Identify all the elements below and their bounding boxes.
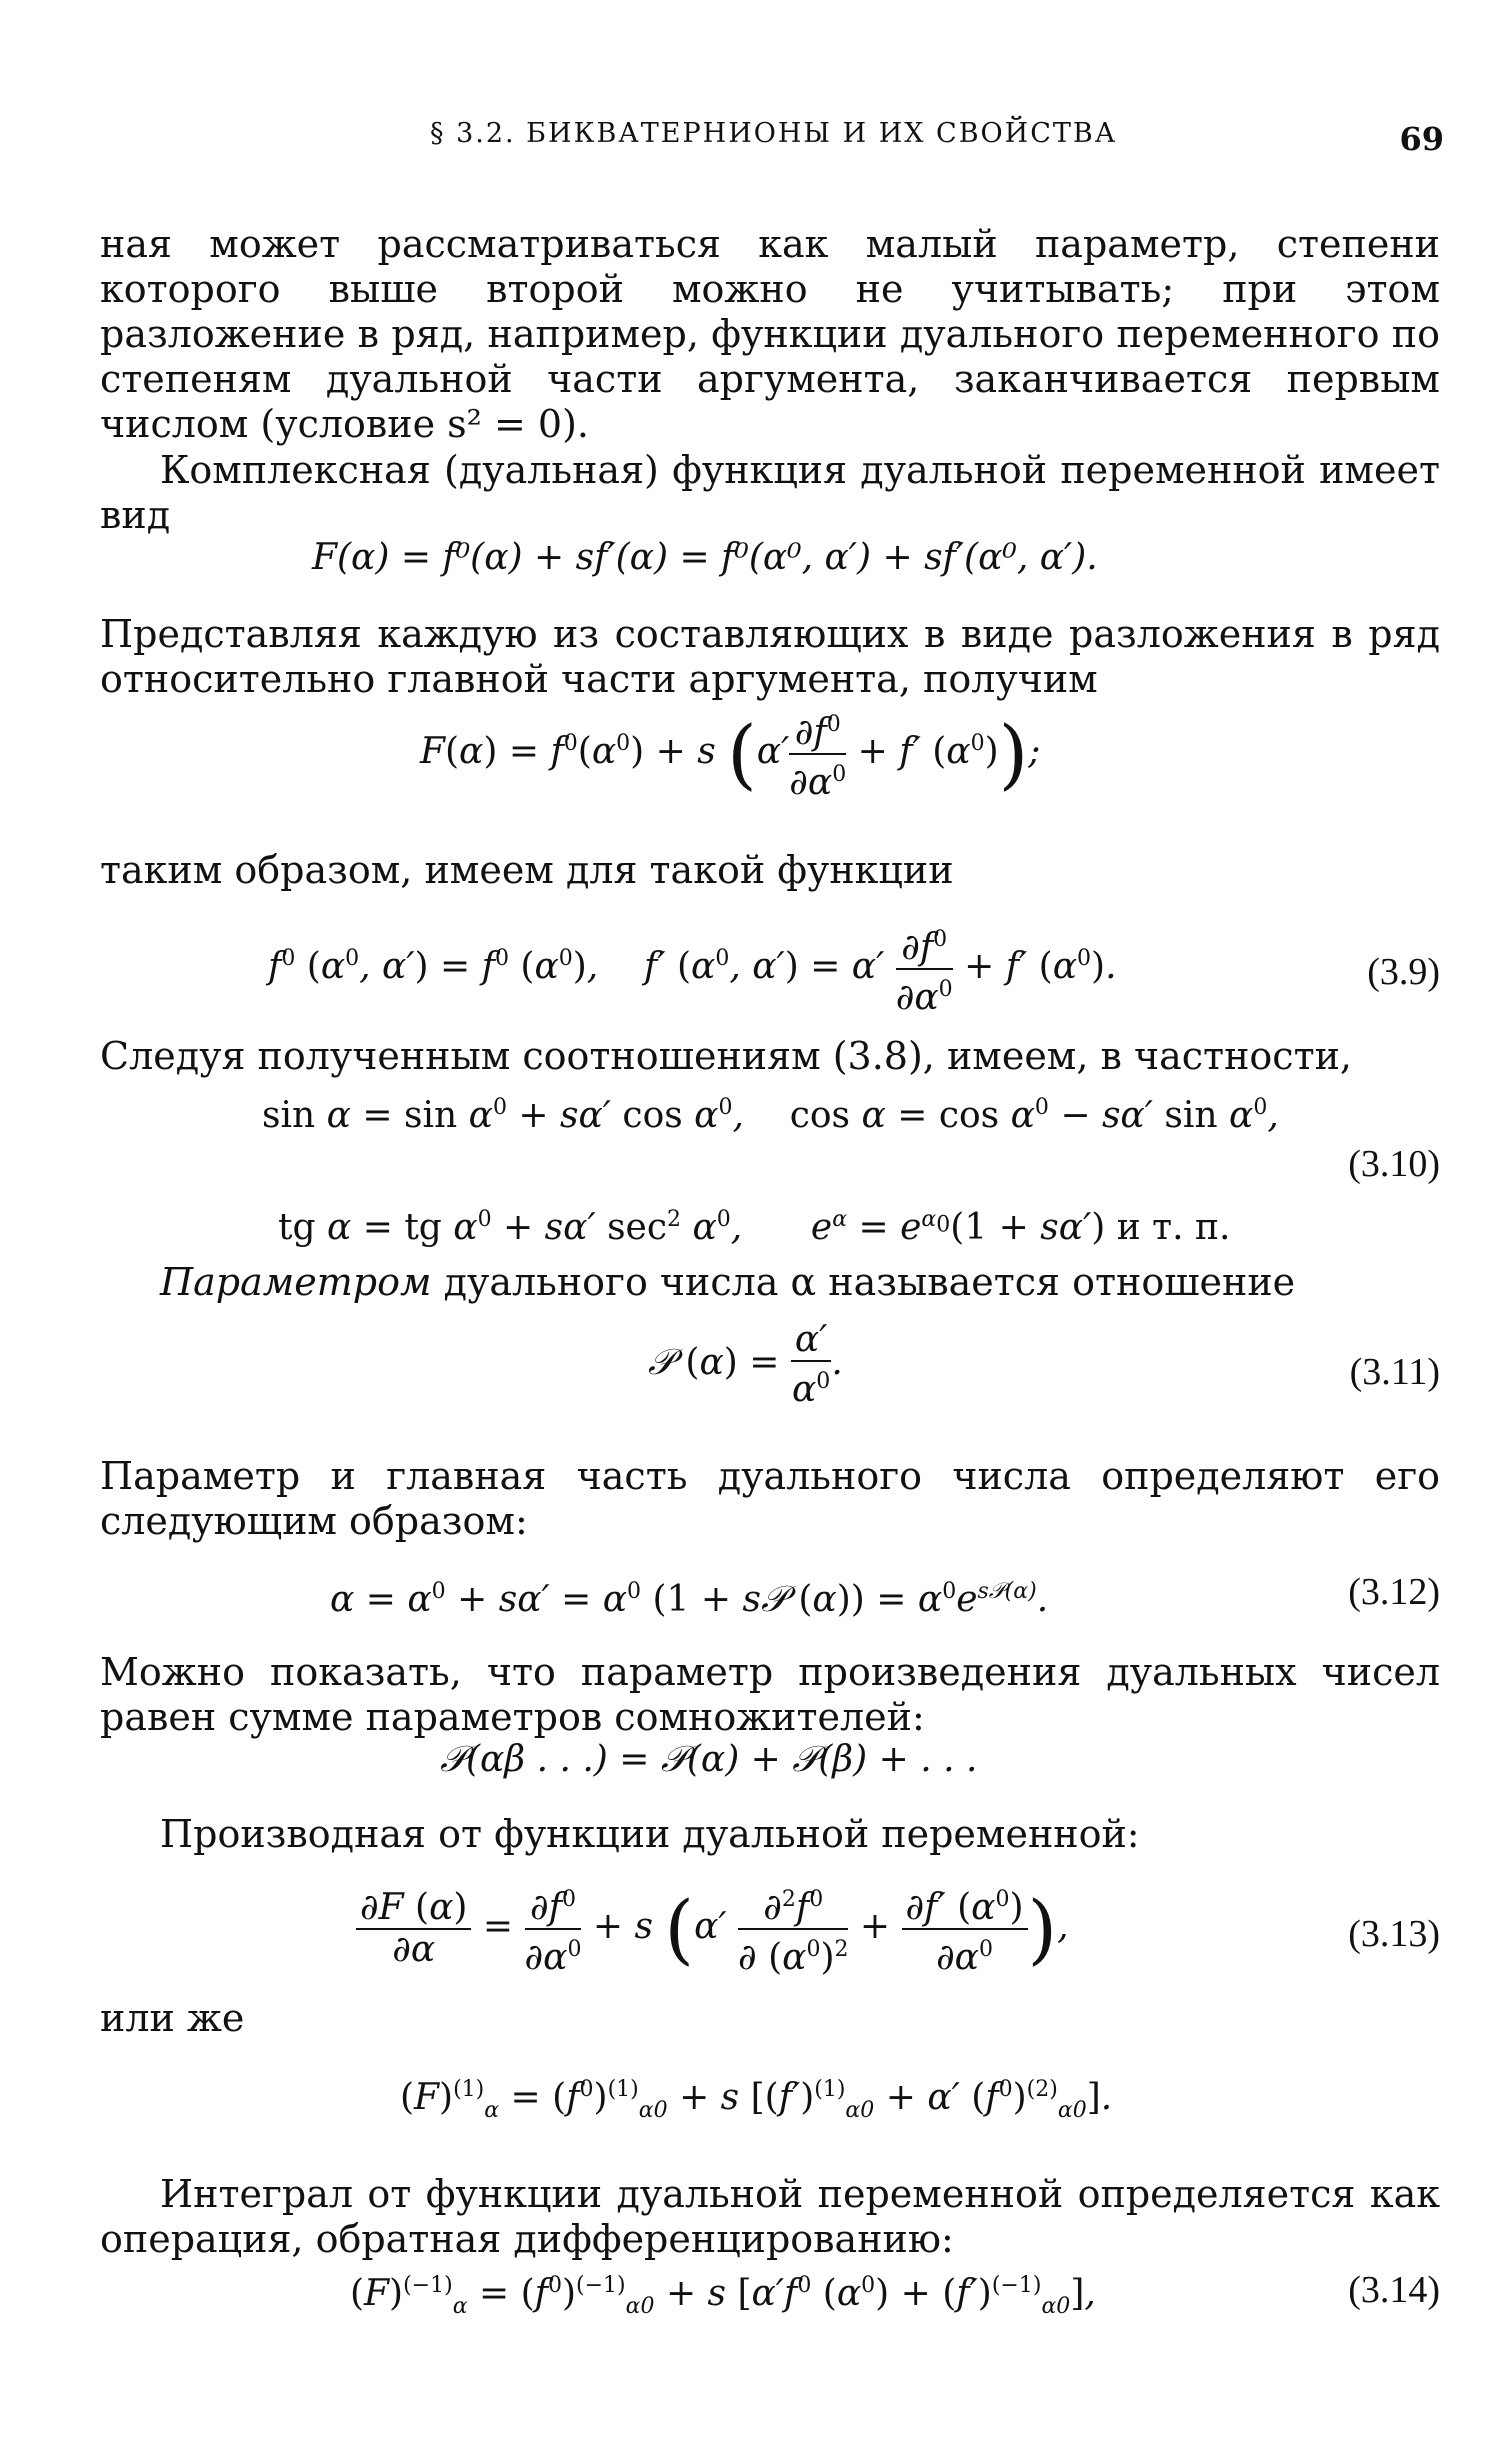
- equation-number-3-9: (3.9): [1367, 951, 1440, 993]
- paragraph-1: ная может рассматриваться как малый параметр, степени которого выше второй можно не учитывать; при этом разложение в ряд, например, функции дуального переменного по степеням дуальной части аргумента, заканчивается первым числом (условие s² = 0).: [100, 222, 1440, 446]
- equation-parameter-product: 𝒫(αβ . . .) = 𝒫(α) + 𝒫(β) + . . .: [440, 1739, 978, 1780]
- equation-derivative-alt: $(F)^{(1)}_\alpha = (f^0)^{(1)}_{\alpha 0} + s$ [$(f')^{(1)}_{\alpha 0} + \alpha'$ $(f^0)^{(2)}_{\alpha 0}$].: [400, 2077, 1113, 2124]
- paragraph-2: Комплексная (дуальная) функция дуальной переменной имеет вид: [100, 448, 1440, 537]
- equation-number-3-13: (3.13): [1348, 1913, 1440, 1955]
- running-title: § 3.2. БИКВАТЕРНИОНЫ И ИХ СВОЙСТВА: [430, 118, 1118, 149]
- equation-3-13: $\frac{\partial F (\alpha)}{\partial\alpha}$ = $\frac{\partial f^0}{\partial\alpha^0}$ + s (α′ $\frac{\partial^2f^0}{\partial (\alpha^0)^2}$ + $\frac{\partial f' (\alpha^0)}{\partial\alpha^0}$ ),: [356, 1880, 1069, 1978]
- equation-number-3-14: (3.14): [1348, 2269, 1440, 2311]
- paragraph-9: Производная от функции дуальной переменной:: [160, 1812, 1140, 1856]
- equation-expansion: $F(\alpha) = f^0(\alpha^0) + s$ (α′ $\frac{\partial f^0}{\partial\alpha^0}$ + f′ $(\alpha^0)$);: [420, 705, 1040, 803]
- paragraph-5: Следуя полученным соотношениям (3.8), имеем, в частности,: [100, 1034, 1352, 1078]
- page-header: [0, 118, 1512, 158]
- equation-3-9: $f^0$ ($\alpha^0$, $\alpha') = f^0$ $(\alpha^0)$, f′ ($\alpha^0$, α′) = α′ $\frac{\partial f^0}{\partial\alpha^0}$ + f′ $(\alpha^0)$.: [268, 920, 1117, 1018]
- paragraph-6: [100, 1260, 1440, 1305]
- equation-3-10-line-2: tg α = tg $\alpha^0 + s\alpha'$ $\sec^2 \alpha^0$, $e^\alpha = e^{\alpha_0}(1 + s\alpha')$ и т. п.: [278, 1207, 1231, 1248]
- paragraph-3: Представляя каждую из составляющих в виде разложения в ряд относительно главной части аргумента, получим: [100, 612, 1440, 701]
- equation-function-form: F(α) = f⁰(α) + sf′(α) = f⁰(α⁰, α′) + sf′(α⁰, α′).: [312, 537, 1098, 578]
- etc-text: и т. п.: [1105, 1207, 1231, 1248]
- term-parameter: Параметром: [160, 1260, 432, 1304]
- paragraph-11: Интеграл от функции дуальной переменной определяется как операция, обратная дифференцированию:: [100, 2172, 1440, 2261]
- equation-3-14: $(F)^{(-1)}_\alpha = (f^0)^{(-1)}_{\alpha 0} + s$ [$\alpha'f^0$ $(\alpha^0) + (f')^{(-1)}_{\alpha 0}$],: [350, 2273, 1096, 2320]
- paragraph-6-text: дуального числа α называется отношение: [431, 1260, 1296, 1304]
- paragraph-7: Параметр и главная часть дуального числа определяют его следующим образом:: [100, 1454, 1440, 1543]
- equation-number-3-11: (3.11): [1349, 1351, 1440, 1393]
- paragraph-8: Можно показать, что параметр произведения дуальных чисел равен сумме параметров сомножителей:: [100, 1650, 1440, 1739]
- page-number: 69: [1399, 120, 1444, 158]
- equation-3-11: 𝒫 (α) = $\frac{\alpha'}{\alpha^0}$ .: [648, 1319, 843, 1410]
- equation-number-3-10: (3.10): [1348, 1143, 1440, 1185]
- paragraph-10: или же: [100, 1996, 245, 2040]
- paragraph-4: таким образом, имеем для такой функции: [100, 848, 954, 892]
- equation-3-12: $\alpha = \alpha^0 + s\alpha' = \alpha^0$ (1 + s𝒫 $(\alpha)) = \alpha^0e^{s𝒫(\alpha)}$.: [330, 1579, 1049, 1620]
- equation-number-3-12: (3.12): [1348, 1571, 1440, 1613]
- equation-3-10-line-1: $\sin \alpha = \sin \alpha^0 + s\alpha'$ $\cos \alpha^0$, $\cos \alpha = \cos \alpha^0 - s\alpha'$ $\sin \alpha^0$,: [262, 1095, 1279, 1136]
